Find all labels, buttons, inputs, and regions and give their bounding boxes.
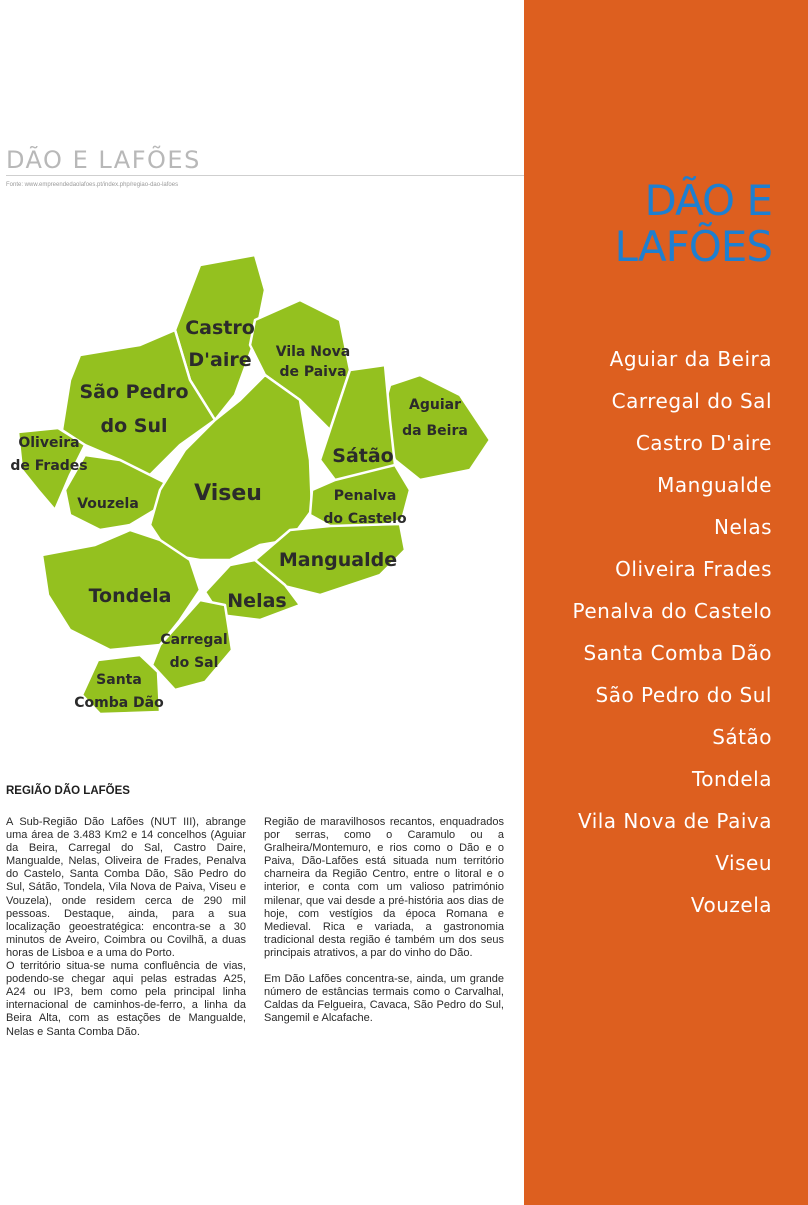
source-caption: Fonte: www.empreendedaolafoes.pt/index.php/regiao-dao-lafoes: [6, 182, 179, 188]
concelho-item: Tondela: [691, 767, 772, 791]
concelho-item: Nelas: [714, 515, 772, 539]
concelho-item: Castro D'aire: [635, 431, 772, 455]
concelho-item: Carregal do Sal: [611, 389, 772, 413]
map-label-vila-nova-2: de Paiva: [279, 364, 347, 380]
concelhos-list: [573, 338, 772, 926]
article-paragraph: A Sub-Região Dão Lafões (NUT III), abrange uma área de 3.483 Km2 e 14 concelhos (Aguiar da Beira, Carregal do Sal, Castro Daire, Mangualde, Nelas, Oliveira de Frades, Penalva do Castelo, Santa Comba Dão, São Pedro do Sul, Sátão, Tondela, Vila Nova de Paiva, Viseu e Vouzela), onde residem cerca de 290 mil pessoas. Destaque, ainda, para a sua localização geoestratégica: encontra-se a 30 minutos de Aveiro, Coimbra ou Covilhã, a duas horas de Lisboa e a uma do Porto.: [6, 816, 246, 959]
concelho-item: Vila Nova de Paiva: [577, 809, 772, 833]
article-paragraph: O território situa-se numa confluência de vias, podendo-se chegar aqui pelas estradas A25, A24 ou IP3, bem como pela principal linha internacional de caminhos-de-ferro, a linha da Beira Alta, com as estações de Mangualde, Nelas e Santa Comba Dão.: [6, 960, 246, 1038]
article-column-right: [264, 816, 504, 1038]
concelho-item: Penalva do Castelo: [572, 599, 772, 623]
concelho-item: Viseu: [715, 851, 772, 875]
map-label-mangualde: Mangualde: [278, 549, 398, 571]
concelho-item: São Pedro do Sul: [595, 683, 772, 707]
sidebar-title-line-2: LAFÕES: [614, 222, 772, 271]
concelho-item: Mangualde: [657, 473, 772, 497]
header-divider: [6, 175, 524, 176]
concelho-item: Aguiar da Beira: [609, 347, 772, 371]
concelho-item: Oliveira Frades: [615, 557, 772, 581]
map-label-tondela: Tondela: [88, 585, 172, 607]
map-label-satao: Sátão: [332, 445, 394, 467]
map-label-castro-daire-1: Castro: [185, 317, 255, 339]
map-label-aguiar-2: da Beira: [402, 423, 468, 439]
map-label-santa-comba-2: Comba Dão: [74, 695, 164, 711]
sidebar-panel: [524, 0, 808, 1205]
article-paragraph: Em Dão Lafões concentra-se, ainda, um grande número de estâncias termais como o Carvalhal, Caldas da Felgueira, Cavaca, São Pedro do Sul, Sangemil e Alcafache.: [264, 973, 504, 1025]
concelho-item: Santa Comba Dão: [583, 641, 772, 665]
sidebar-title-line-1: DÃO E: [644, 176, 772, 225]
concelho-item: Vouzela: [690, 893, 772, 917]
page-header-title: DÃO E LAFÕES: [6, 146, 201, 174]
map-label-santa-comba-1: Santa: [96, 672, 142, 688]
sidebar-title: [512, 178, 772, 270]
article-column-left: [6, 816, 246, 1052]
concelho-item: Sátão: [712, 725, 772, 749]
map-label-aguiar-1: Aguiar: [409, 397, 461, 413]
map-label-oliveira-2: de Frades: [10, 458, 88, 474]
map-label-vouzela: Vouzela: [77, 496, 139, 512]
map-label-penalva-1: Penalva: [333, 488, 397, 504]
article-title: REGIÃO DÃO LAFÕES: [6, 785, 130, 797]
region-map: [0, 250, 500, 720]
map-label-viseu: Viseu: [194, 481, 262, 506]
map-label-castro-daire-2: D'aire: [188, 349, 252, 371]
map-label-vila-nova-1: Vila Nova: [275, 344, 351, 360]
map-label-penalva-2: do Castelo: [323, 511, 407, 527]
map-label-carregal-2: do Sal: [169, 655, 219, 671]
article-paragraph: Região de maravilhosos recantos, enquadrados por serras, como o Caramulo ou a Gralheira/Montemuro, e rios como o Dão e o Paiva, Dão-Lafões está situada num território charneira da Região Centro, entre o litoral e o interior, e conta com um valioso património milenar, que vai desde a pré-história aos dias de hoje, com vestígios da época Romana e Medieval. Rica e variada, a gastronomia tradicional desta região é também um dos seus principais atrativos, a par do vinho do Dão.: [264, 816, 504, 959]
map-label-carregal-1: Carregal: [160, 632, 228, 648]
map-label-nelas: Nelas: [227, 590, 287, 612]
map-label-sao-pedro-2: do Sul: [100, 415, 168, 437]
map-label-sao-pedro-1: São Pedro: [79, 381, 189, 403]
map-label-oliveira-1: Oliveira: [18, 435, 80, 451]
